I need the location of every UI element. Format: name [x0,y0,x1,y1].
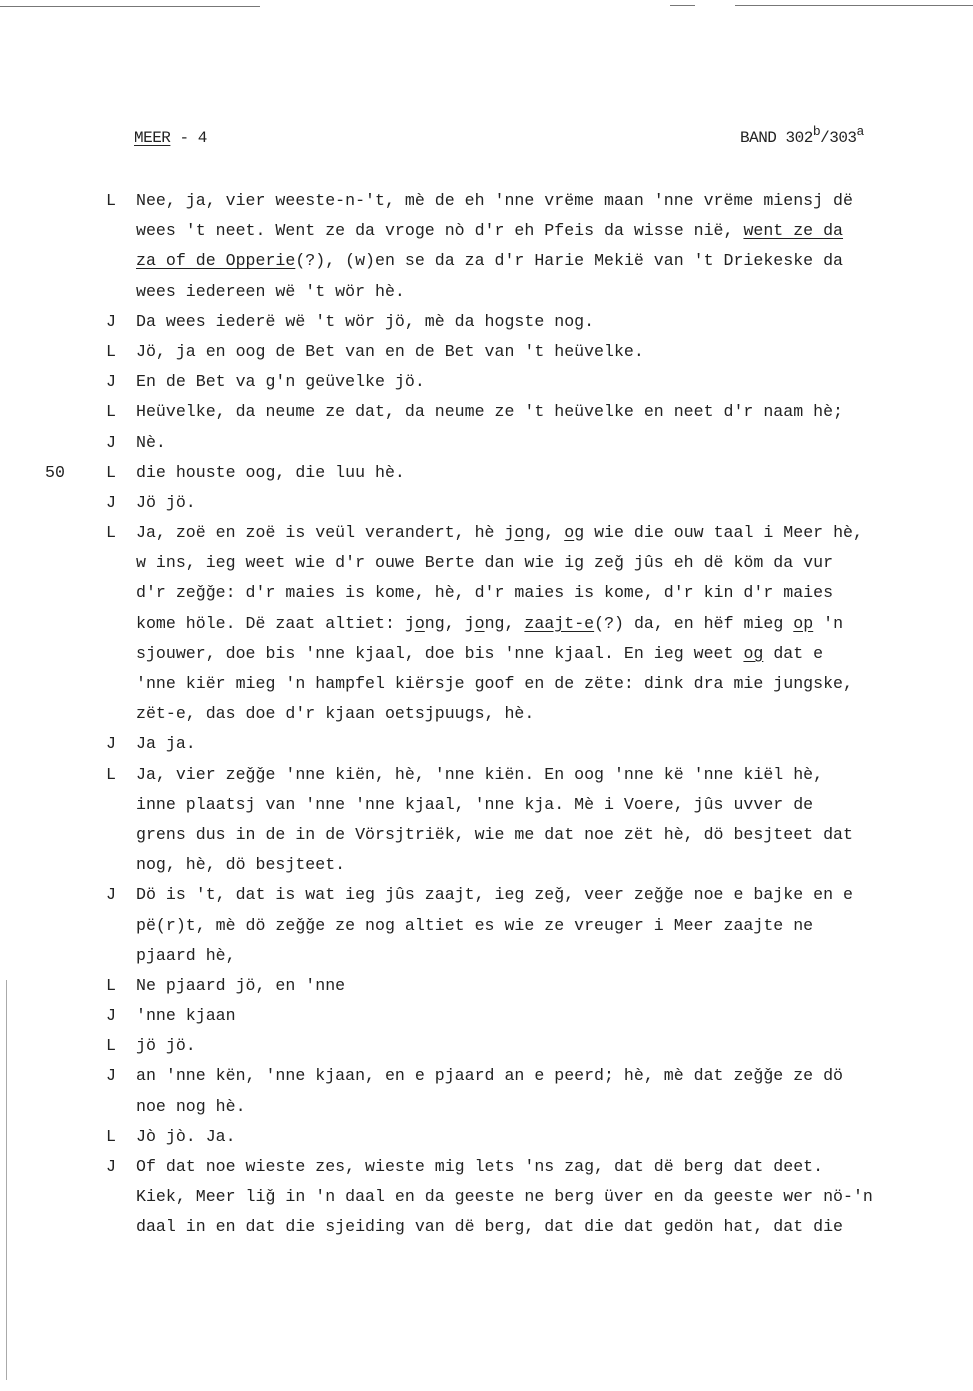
transcript-line [0,367,973,397]
scan-artifact-line [0,6,260,7]
utterance-text: daal in en dat die sjeiding van dë berg, dat die dat gedön hat, dat die [136,1217,844,1237]
utterance-text: Ja, vier zeǧǧe 'nne kiën, hè, 'nne kiën. En oog 'nne kë 'nne kiël hè, [136,764,824,784]
transcript-line [0,760,973,790]
tape-side-2: a [856,124,864,139]
underlined-text: o [514,523,525,543]
text-segment: ng, j [424,613,475,633]
transcript-line [0,458,973,488]
utterance-text: Ne pjaard jö, en 'nne [136,975,346,995]
text-segment: ng, [484,613,525,633]
utterance-text: jö jö. [136,1036,196,1056]
transcript-line [0,880,973,910]
text-segment: (?), (w)en se da za d'r Harie Mekië van 't Driekeske da [295,251,844,271]
speaker-label: J [106,1006,116,1026]
speaker-label: J [106,372,116,392]
underlined-text: za of de Opperie [136,251,296,271]
transcript-line [0,639,973,669]
utterance-text: Nee, ja, vier weeste-n-'t, mè de eh 'nne vrëme maan 'nne vrëme miensj dë [136,191,853,210]
speaker-label: L [106,1126,116,1146]
utterance-text [136,246,843,276]
speaker-label: J [106,432,116,452]
transcript-line [0,548,973,578]
transcript-line [0,246,973,276]
speaker-label: J [106,734,116,754]
transcript-line [0,488,973,518]
transcript-line [0,1212,973,1242]
scan-artifact-line [670,5,695,6]
utterance-text: Kiek, Meer liǧ in 'n daal en da geeste ne berg üver en da geeste wer nö-'n [136,1187,873,1207]
utterance-text: Jö, ja en oog de Bet van en de Bet van 't heüvelke. [136,341,644,361]
transcript-line [0,428,973,458]
transcript-line [0,941,973,971]
speaker-label: L [106,462,116,482]
transcript-body [0,186,973,1243]
utterance-text [136,216,843,246]
page-number: - 4 [170,129,207,147]
speaker-label: L [106,523,116,543]
text-segment: ng, [524,523,565,543]
transcript-line [0,1031,973,1061]
speaker-label: J [106,885,116,905]
underlined-text: og [743,643,764,663]
utterance-text: grens dus in de in de Vörsjtriëk, wie me dat noe zët hè, dö besjteet dat [136,824,853,844]
utterance-text [136,518,863,548]
utterance-text: d'r zeǧǧe: d'r maies is kome, hè, d'r maies is kome, d'r kin d'r maies [136,583,834,603]
tape-side-1: b [812,124,821,139]
utterance-text: 'nne kjaan [136,1006,236,1026]
transcript-line [0,699,973,729]
speaker-label: J [106,1066,116,1086]
transcript-line [0,911,973,941]
tape-label: BAND 302 [740,129,813,147]
utterance-text: Nè. [136,432,166,452]
tape-label-2: /303 [820,129,857,147]
utterance-text: pë(r)t, mè dö zeǧǧe ze nog altiet es wie ze vreuger i Meer zaajte ne [136,915,814,935]
speaker-label: J [106,1157,116,1176]
utterance-text [136,609,843,639]
text-segment: g wie die ouw taal i Meer hè, [574,523,863,543]
transcript-line [0,337,973,367]
utterance-text: En de Bet va g'n geüvelke jö. [136,372,425,392]
utterance-text: Heüvelke, da neume ze dat, da neume ze 't heüvelke en neet d'r naam hè; [136,402,844,422]
utterance-text: nog, hè, dö besjteet. [136,855,346,875]
utterance-text: wees iedereen wë 't wör hè. [136,281,405,301]
text-segment: dat e [763,643,824,663]
utterance-text: Dö is 't, dat is wat ieg jûs zaajt, ieg zeǧ, veer zeǧǧe noe e bajke en e [136,885,853,905]
transcript-line [0,729,973,759]
speaker-label: L [106,764,116,784]
text-segment: 'n [813,613,844,633]
transcript-line [0,1122,973,1152]
speaker-label: L [106,341,116,361]
transcript-line [0,307,973,337]
utterance-text: noe nog hè. [136,1096,246,1116]
utterance-text: Ja ja. [136,734,196,754]
speaker-label: J [106,311,116,331]
utterance-text: 'nne kiër mieg 'n hampfel kiërsje goof en de zëte: dink dra mie jungske, [136,674,853,693]
transcript-line [0,216,973,246]
document-title: MEER [134,129,171,147]
text-segment: sjouwer, doe bis 'nne kjaal, doe bis 'nne kjaal. En ieg weet [136,643,744,663]
utterance-text: w ins, ieg weet wie d'r ouwe Berte dan wie ig zeǧ jûs eh dë köm da vur [136,553,834,573]
underlined-text: op [793,613,814,633]
page-header-left [134,129,207,147]
transcript-line [0,1061,973,1091]
underlined-text: o [474,613,485,633]
utterance-text: Of dat noe wieste zes, wieste mig lets 'ns zag, dat dë berg dat deet. [136,1157,824,1176]
transcript-line [0,850,973,880]
transcript-line [0,186,973,216]
transcript-line [0,1152,973,1182]
underlined-text: o [564,523,575,543]
tape-reference [740,124,864,147]
transcript-line [0,518,973,548]
underlined-text: went ze da [743,221,844,241]
speaker-label: L [106,1036,116,1056]
transcript-line [0,820,973,850]
speaker-label: L [106,191,116,210]
transcript-line [0,578,973,608]
transcript-line [0,609,973,639]
line-number: 50 [45,462,65,482]
speaker-label: J [106,492,116,512]
speaker-label: L [106,402,116,422]
transcript-line [0,1092,973,1122]
transcript-line [0,1182,973,1212]
utterance-text: pjaard hè, [136,945,236,965]
text-segment: wees 't neet. Went ze da vroge nò d'r eh Pfeis da wisse nië, [136,221,744,241]
transcript-line [0,971,973,1001]
transcript-line [0,1001,973,1031]
utterance-text: Jö jö. [136,492,196,512]
transcript-line [0,277,973,307]
text-segment: Ja, zoë en zoë is veül verandert, hè j [136,523,515,543]
transcript-line [0,397,973,427]
text-segment: kome höle. Dë zaat altiet: j [136,613,415,633]
utterance-text: Da wees iederë wë 't wör jö, mè da hogste nog. [136,311,595,331]
underlined-text: zaajt-e [524,613,595,633]
scan-artifact-line [735,5,973,6]
underlined-text: o [414,613,425,633]
text-segment: (?) da, en hëf mieg [594,613,794,633]
utterance-text: die houste oog, die luu hè. [136,462,405,482]
utterance-text: inne plaatsj van 'nne 'nne kjaal, 'nne kja. Mè i Voere, jûs uvver de [136,794,814,814]
utterance-text: Jò jò. Ja. [136,1126,236,1146]
transcript-line [0,790,973,820]
utterance-text: zët-e, das doe d'r kjaan oetsjpuugs, hè. [136,704,535,724]
utterance-text [136,639,823,669]
utterance-text: an 'nne kën, 'nne kjaan, en e pjaard an e peerd; hè, mè dat zeǧǧe ze dö [136,1066,844,1086]
transcript-line [0,669,973,699]
speaker-label: L [106,975,116,995]
